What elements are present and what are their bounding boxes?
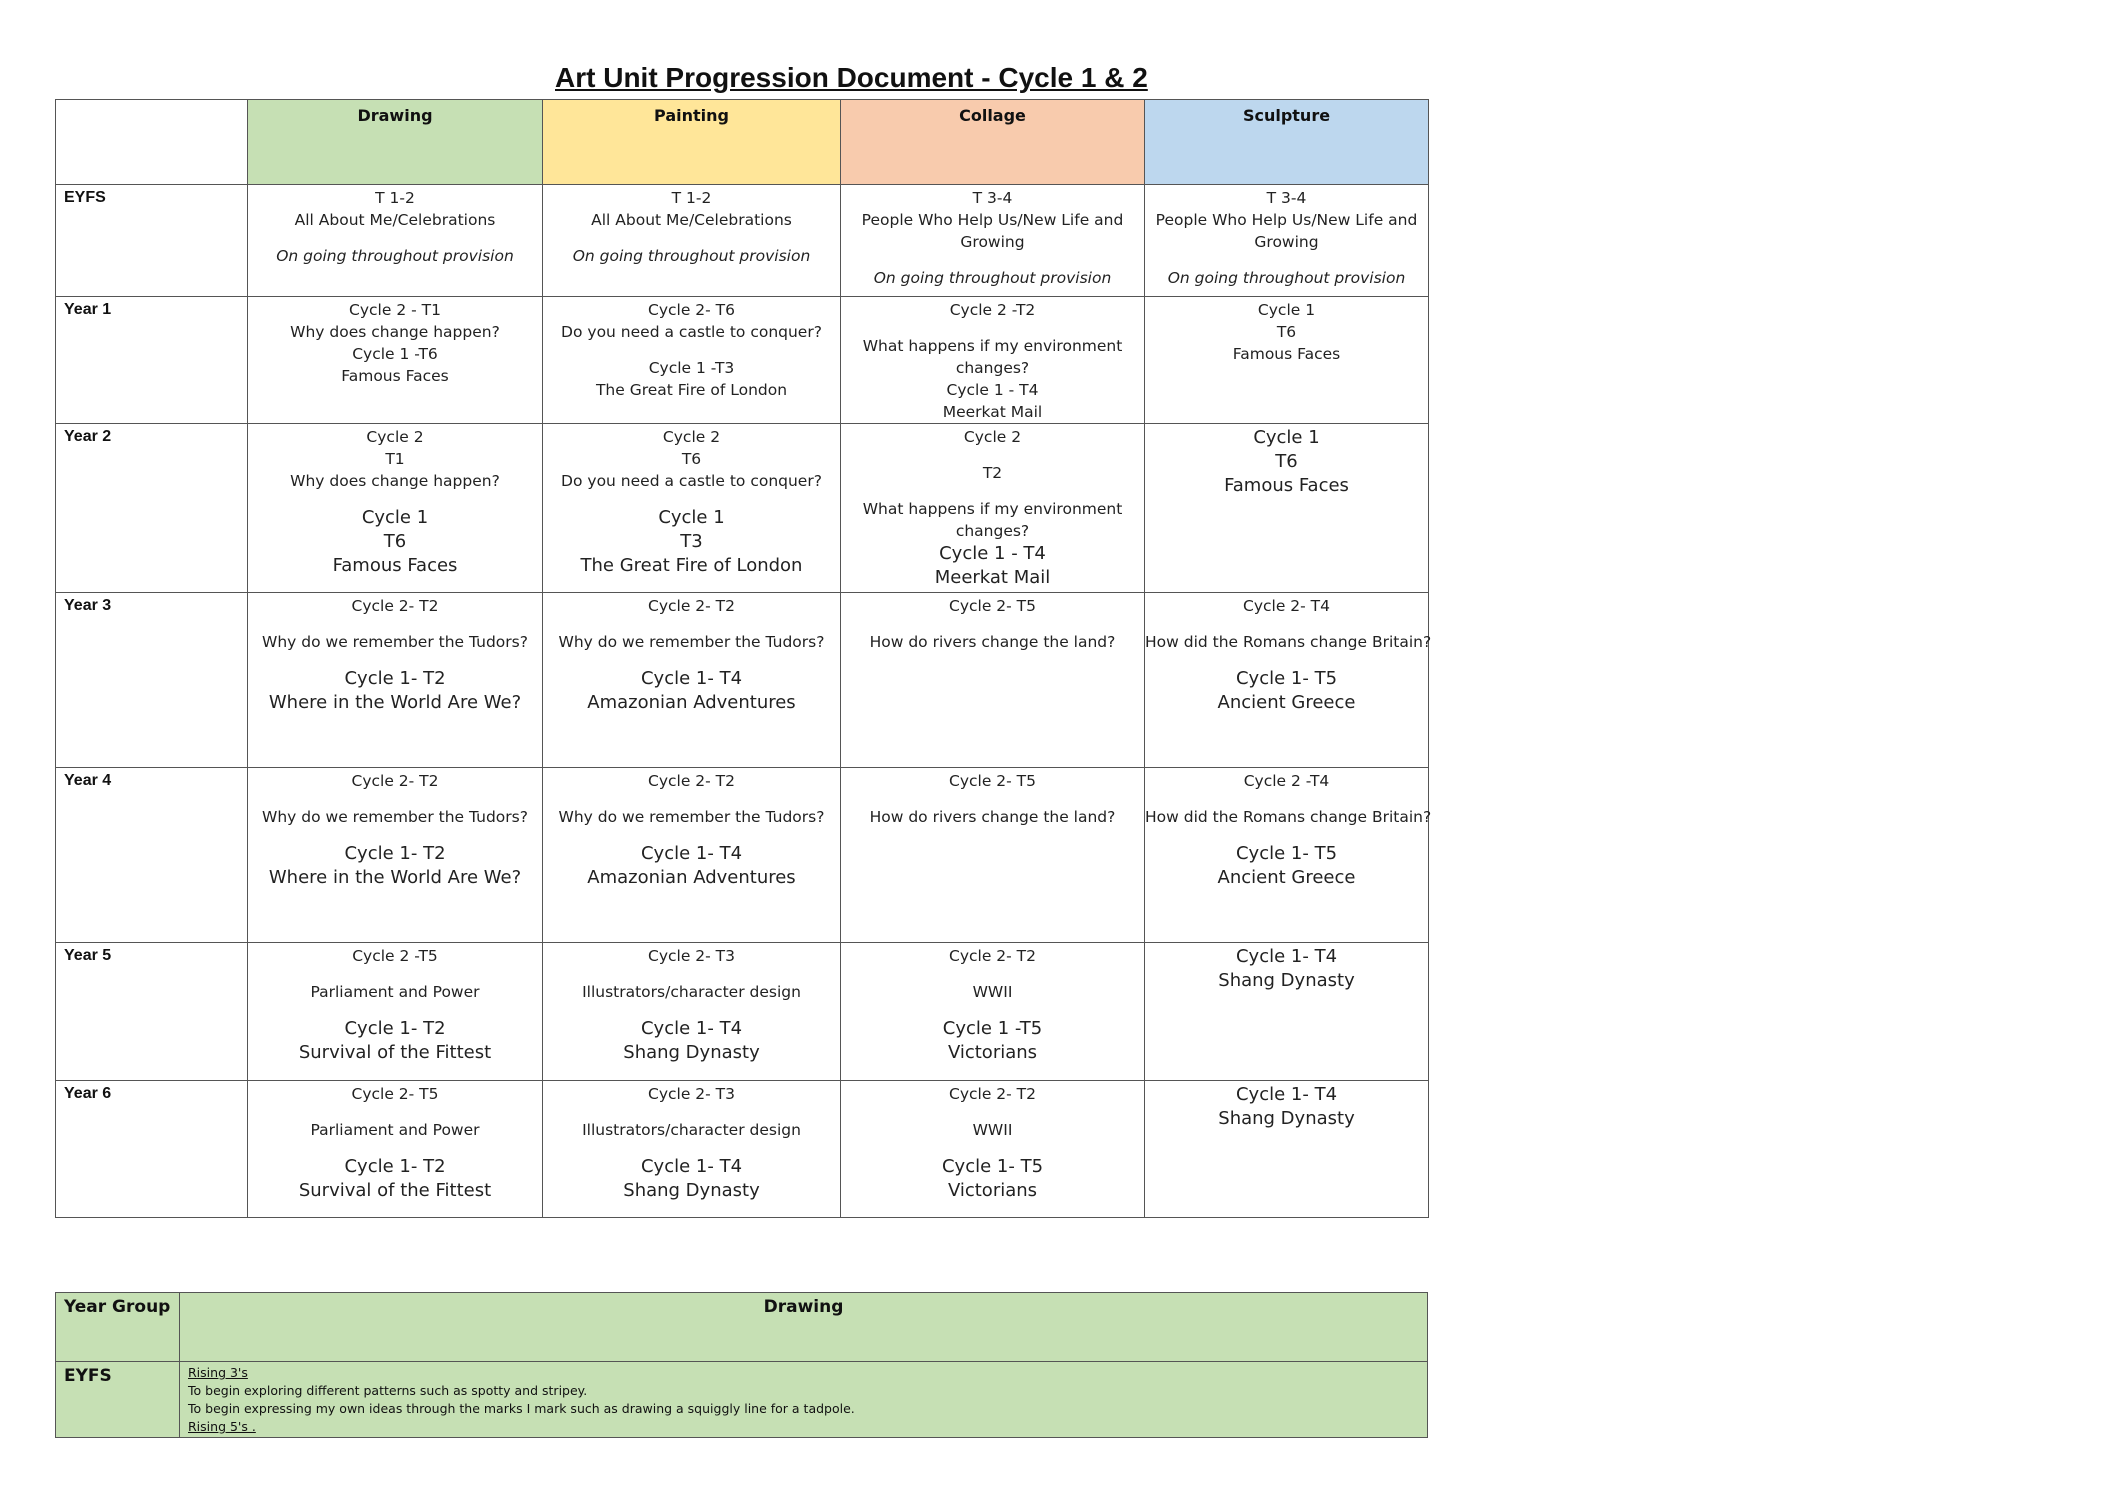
cell-line: WWII: [972, 983, 1013, 1001]
table-cell: [248, 1081, 543, 1218]
table-cell: [248, 297, 543, 424]
cell-line: Cycle 1- T4: [640, 1156, 743, 1177]
cell-line: Cycle 2: [662, 428, 721, 446]
table-cell: [841, 297, 1145, 424]
cell-line: Famous Faces: [332, 555, 458, 576]
row-label: Year 3: [56, 593, 248, 768]
cell-line: Why do we remember the Tudors?: [558, 633, 825, 651]
table-cell: [248, 185, 543, 297]
cell-line: Cycle 1: [361, 507, 429, 528]
table-cell: [1145, 424, 1429, 593]
cell-line: Cycle 2: [963, 428, 1022, 446]
row-label: Year 1: [56, 297, 248, 424]
cell-line: What happens if my environment: [862, 337, 1123, 355]
cell-line: Cycle 1- T2: [344, 668, 446, 689]
cell-line: Why do we remember the Tudors?: [558, 808, 825, 826]
table-cell: [248, 593, 543, 768]
table-cell: [1145, 297, 1429, 424]
cell-line: Cycle 1- T4: [640, 668, 743, 689]
cell-line: Do you need a castle to conquer?: [561, 323, 822, 341]
cell-line: Cycle 2- T4: [1243, 597, 1330, 615]
cell-line: Cycle 1- T5: [1235, 668, 1338, 689]
cell-line: Cycle 1- T4: [640, 1018, 743, 1039]
cell-line: Cycle 1- T2: [344, 1018, 446, 1039]
cell-line: T6: [1275, 451, 1298, 472]
cell-line: Amazonian Adventures: [587, 692, 796, 713]
cell-line: Cycle 1 - T4: [946, 381, 1039, 399]
cell-line: T2: [982, 464, 1003, 482]
cell-line: Meerkat Mail: [942, 403, 1043, 421]
document-title: Art Unit Progression Document - Cycle 1 & 2: [555, 62, 1148, 93]
cell-line: Survival of the Fittest: [298, 1042, 492, 1063]
cell-line: How did the Romans change Britain?: [1145, 633, 1432, 651]
cell-line: Cycle 1 -T6: [352, 345, 438, 363]
row-label: Year 2: [56, 424, 248, 593]
row-label: Year 5: [56, 943, 248, 1081]
cell-line: Cycle 2 -T2: [949, 301, 1036, 319]
table-row: [56, 943, 1429, 1081]
cell-line: To begin expressing my own ideas through the marks I mark such as drawing a squiggly line for a tadpole.: [188, 1401, 855, 1416]
cell-line: Cycle 1- T4: [1235, 1084, 1338, 1105]
cell-line: People Who Help Us/New Life and: [861, 211, 1124, 229]
cell-line: Parliament and Power: [310, 983, 480, 1001]
cell-line: On going throughout provision: [572, 247, 811, 265]
cell-line: Cycle 1: [658, 507, 725, 528]
cell-line: Victorians: [947, 1042, 1038, 1063]
table-row: [56, 185, 1429, 297]
cell-line: Cycle 2 -T5: [352, 947, 438, 965]
progression-table: [55, 99, 1432, 1218]
cell-line: Cycle 2- T5: [949, 772, 1036, 790]
cell-line: Cycle 2- T2: [351, 772, 439, 790]
cell-line: Why do we remember the Tudors?: [262, 633, 528, 651]
cell-line: Shang Dynasty: [1218, 1108, 1355, 1129]
table-row: [56, 1362, 1428, 1438]
cell-line: On going throughout provision: [276, 247, 514, 265]
table-cell: [543, 297, 841, 424]
cell-line: All About Me/Celebrations: [591, 211, 792, 229]
cell-line: T 1-2: [375, 189, 415, 207]
cell-line: Ancient Greece: [1217, 692, 1356, 713]
cell-line: Cycle 1: [1253, 427, 1320, 448]
table-cell: [543, 185, 841, 297]
cell-line: T3: [680, 531, 703, 552]
cell-line: Ancient Greece: [1217, 867, 1356, 888]
table-cell: [841, 593, 1145, 768]
cell-line: T6: [383, 531, 407, 552]
cell-line: Cycle 2- T2: [648, 597, 735, 615]
year-group-header: Year Group: [56, 1293, 180, 1362]
cell-line: Illustrators/character design: [582, 1121, 801, 1139]
table-row: [56, 593, 1429, 768]
table-cell: [543, 943, 841, 1081]
header-collage: Collage: [841, 100, 1145, 185]
cell-line: Amazonian Adventures: [587, 867, 796, 888]
cell-line: Meerkat Mail: [934, 567, 1051, 588]
cell-line: Famous Faces: [341, 367, 449, 385]
cell-line: Growing: [1254, 233, 1319, 251]
cell-line: Where in the World Are We?: [268, 692, 522, 713]
cell-line: Famous Faces: [1232, 345, 1341, 363]
cell-line: Cycle 1: [1257, 301, 1316, 319]
cell-line: Do you need a castle to conquer?: [561, 472, 822, 490]
table-cell: [1145, 1081, 1429, 1218]
table-cell: [1145, 768, 1432, 943]
cell-line: Why do we remember the Tudors?: [262, 808, 528, 826]
table-cell: [1145, 943, 1429, 1081]
table-row: [56, 768, 1429, 943]
cell-line: Illustrators/character design: [582, 983, 801, 1001]
cell-line: Cycle 1- T2: [344, 843, 446, 864]
table-row: [56, 424, 1429, 593]
cell-line: Parliament and Power: [310, 1121, 480, 1139]
cell-line: T6: [681, 450, 702, 468]
cell-line: How do rivers change the land?: [869, 633, 1116, 651]
cell-line: All About Me/Celebrations: [294, 211, 496, 229]
table-cell: [841, 424, 1145, 593]
row-label: EYFS: [56, 1362, 180, 1438]
table-cell: [841, 1081, 1145, 1218]
cell-line: How do rivers change the land?: [869, 808, 1116, 826]
cell-line: Cycle 1 -T5: [942, 1018, 1043, 1039]
cell-line: What happens if my environment: [862, 500, 1123, 518]
cell-line: T6: [1276, 323, 1297, 341]
cell-line: Cycle 2- T3: [648, 1085, 735, 1103]
table-cell: [841, 943, 1145, 1081]
cell-line: Rising 5's .: [188, 1419, 256, 1434]
table-cell: [180, 1362, 1428, 1438]
cell-line: Cycle 1- T2: [344, 1156, 446, 1177]
cell-line: WWII: [972, 1121, 1013, 1139]
cell-line: Shang Dynasty: [623, 1042, 760, 1063]
cell-line: Cycle 1- T5: [1235, 843, 1338, 864]
cell-line: Rising 3's: [188, 1365, 248, 1380]
cell-line: Famous Faces: [1224, 475, 1349, 496]
table-cell: [248, 768, 543, 943]
cell-line: Cycle 2- T6: [648, 301, 735, 319]
cell-line: On going throughout provision: [1167, 269, 1406, 287]
cell-line: Why does change happen?: [290, 323, 500, 341]
row-label: EYFS: [56, 185, 248, 297]
header-row: [56, 1293, 1428, 1362]
cell-line: Cycle 1 -T3: [648, 359, 735, 377]
cell-line: Victorians: [947, 1180, 1038, 1201]
cell-line: Cycle 2- T2: [949, 947, 1036, 965]
table-cell: [841, 185, 1145, 297]
cell-line: Cycle 1- T4: [640, 843, 743, 864]
row-label: Year 4: [56, 768, 248, 943]
cell-line: Cycle 2- T2: [351, 597, 439, 615]
cell-line: T1: [385, 450, 405, 468]
cell-line: Shang Dynasty: [1218, 970, 1355, 991]
row-label: Year 6: [56, 1081, 248, 1218]
cell-line: To begin exploring different patterns such as spotty and stripey.: [188, 1383, 588, 1398]
cell-line: Where in the World Are We?: [268, 867, 522, 888]
cell-line: Cycle 1- T5: [941, 1156, 1044, 1177]
cell-line: Cycle 2- T5: [351, 1085, 439, 1103]
table-cell: [1145, 185, 1429, 297]
table-cell: [543, 1081, 841, 1218]
cell-line: The Great Fire of London: [595, 381, 788, 399]
cell-line: Growing: [960, 233, 1025, 251]
cell-line: Cycle 2- T2: [949, 1085, 1036, 1103]
table-cell: [248, 424, 543, 593]
drawing-progression-table: [55, 1292, 1428, 1438]
cell-line: On going throughout provision: [873, 269, 1112, 287]
header-sculpture: Sculpture: [1145, 100, 1429, 185]
cell-line: Cycle 2 -T4: [1243, 772, 1330, 790]
cell-line: The Great Fire of London: [580, 555, 803, 576]
cell-line: Cycle 2: [366, 428, 424, 446]
header-row: [56, 100, 1429, 185]
cell-line: T 3-4: [1266, 189, 1307, 207]
table-row: [56, 1081, 1429, 1218]
cell-line: Cycle 2 - T1: [349, 301, 441, 319]
table-cell: [543, 424, 841, 593]
table-cell: [248, 943, 543, 1081]
table-cell: [543, 593, 841, 768]
cell-line: Cycle 2- T3: [648, 947, 735, 965]
cell-line: Cycle 2- T2: [648, 772, 735, 790]
cell-line: Cycle 1 - T4: [939, 543, 1046, 564]
cell-line: T 1-2: [671, 189, 712, 207]
cell-line: changes?: [955, 359, 1030, 377]
cell-line: T 3-4: [972, 189, 1013, 207]
corner-cell: [56, 100, 248, 185]
table-cell: [1145, 593, 1432, 768]
header-painting: Painting: [543, 100, 841, 185]
drawing-header: Drawing: [180, 1293, 1428, 1362]
cell-line: Survival of the Fittest: [298, 1180, 492, 1201]
cell-line: People Who Help Us/New Life and: [1155, 211, 1418, 229]
table-cell: [841, 768, 1145, 943]
cell-line: How did the Romans change Britain?: [1145, 808, 1432, 826]
cell-line: Cycle 1- T4: [1235, 946, 1338, 967]
cell-line: Shang Dynasty: [623, 1180, 760, 1201]
table-cell: [543, 768, 841, 943]
cell-line: Why does change happen?: [290, 472, 500, 490]
header-drawing: Drawing: [248, 100, 543, 185]
cell-line: changes?: [955, 522, 1030, 540]
table-row: [56, 297, 1429, 424]
cell-line: Cycle 2- T5: [949, 597, 1036, 615]
